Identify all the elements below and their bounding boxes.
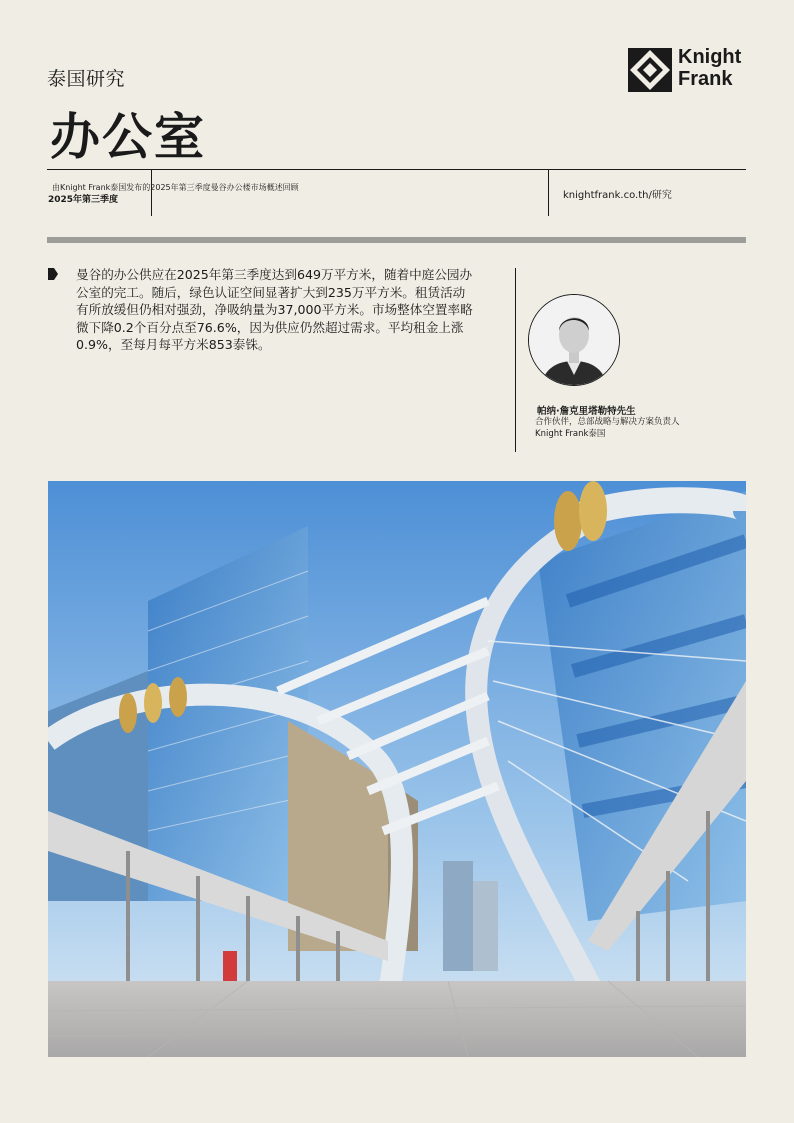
page-title: 办公室 (50, 108, 206, 166)
dotted-rule (47, 237, 746, 243)
contact-divider (515, 268, 516, 452)
website-link[interactable]: knightfrank.co.th/研究 (563, 190, 672, 201)
bullet-icon (48, 268, 58, 280)
logo-line-1: Knight (678, 46, 742, 68)
logo-line-2: Frank (678, 68, 733, 90)
contact-role: 合作伙伴，总部战略与解决方案负责人 Knight Frank泰国 (535, 417, 680, 439)
byline: 由Knight Frank泰国发布的2025年第三季度曼谷办公楼市场概述回顾 (52, 183, 299, 192)
avatar (528, 294, 620, 386)
contact-name: 帕纳·詹克里塔勒特先生 (537, 406, 636, 417)
logo-wordmark (678, 46, 741, 90)
person-portrait-icon (529, 295, 619, 385)
summary-paragraph: 曼谷的办公供应在2025年第三季度达到649万平方米，随着中庭公园办公室的完工。随后，绿色认证空间显著扩大到235万平方米。租赁活动有所放缓但仍相对强劲，净吸纳量为37,000平方米。市场整体空置率略微下降0.2个百分点至76.6%，因为供应仍然超过需求。平均租金上涨0.9%，至每月每平方米853泰铢。 (76, 267, 473, 352)
logo-mark-icon (628, 48, 672, 92)
series-label: 泰国研究 (47, 68, 126, 90)
knight-frank-logo[interactable] (628, 46, 748, 92)
quarter-label: 2025年第三季度 (48, 195, 119, 205)
hero-image (48, 481, 746, 1057)
skywalk-photo (48, 481, 746, 1057)
header-vertical-divider-right (548, 169, 549, 216)
